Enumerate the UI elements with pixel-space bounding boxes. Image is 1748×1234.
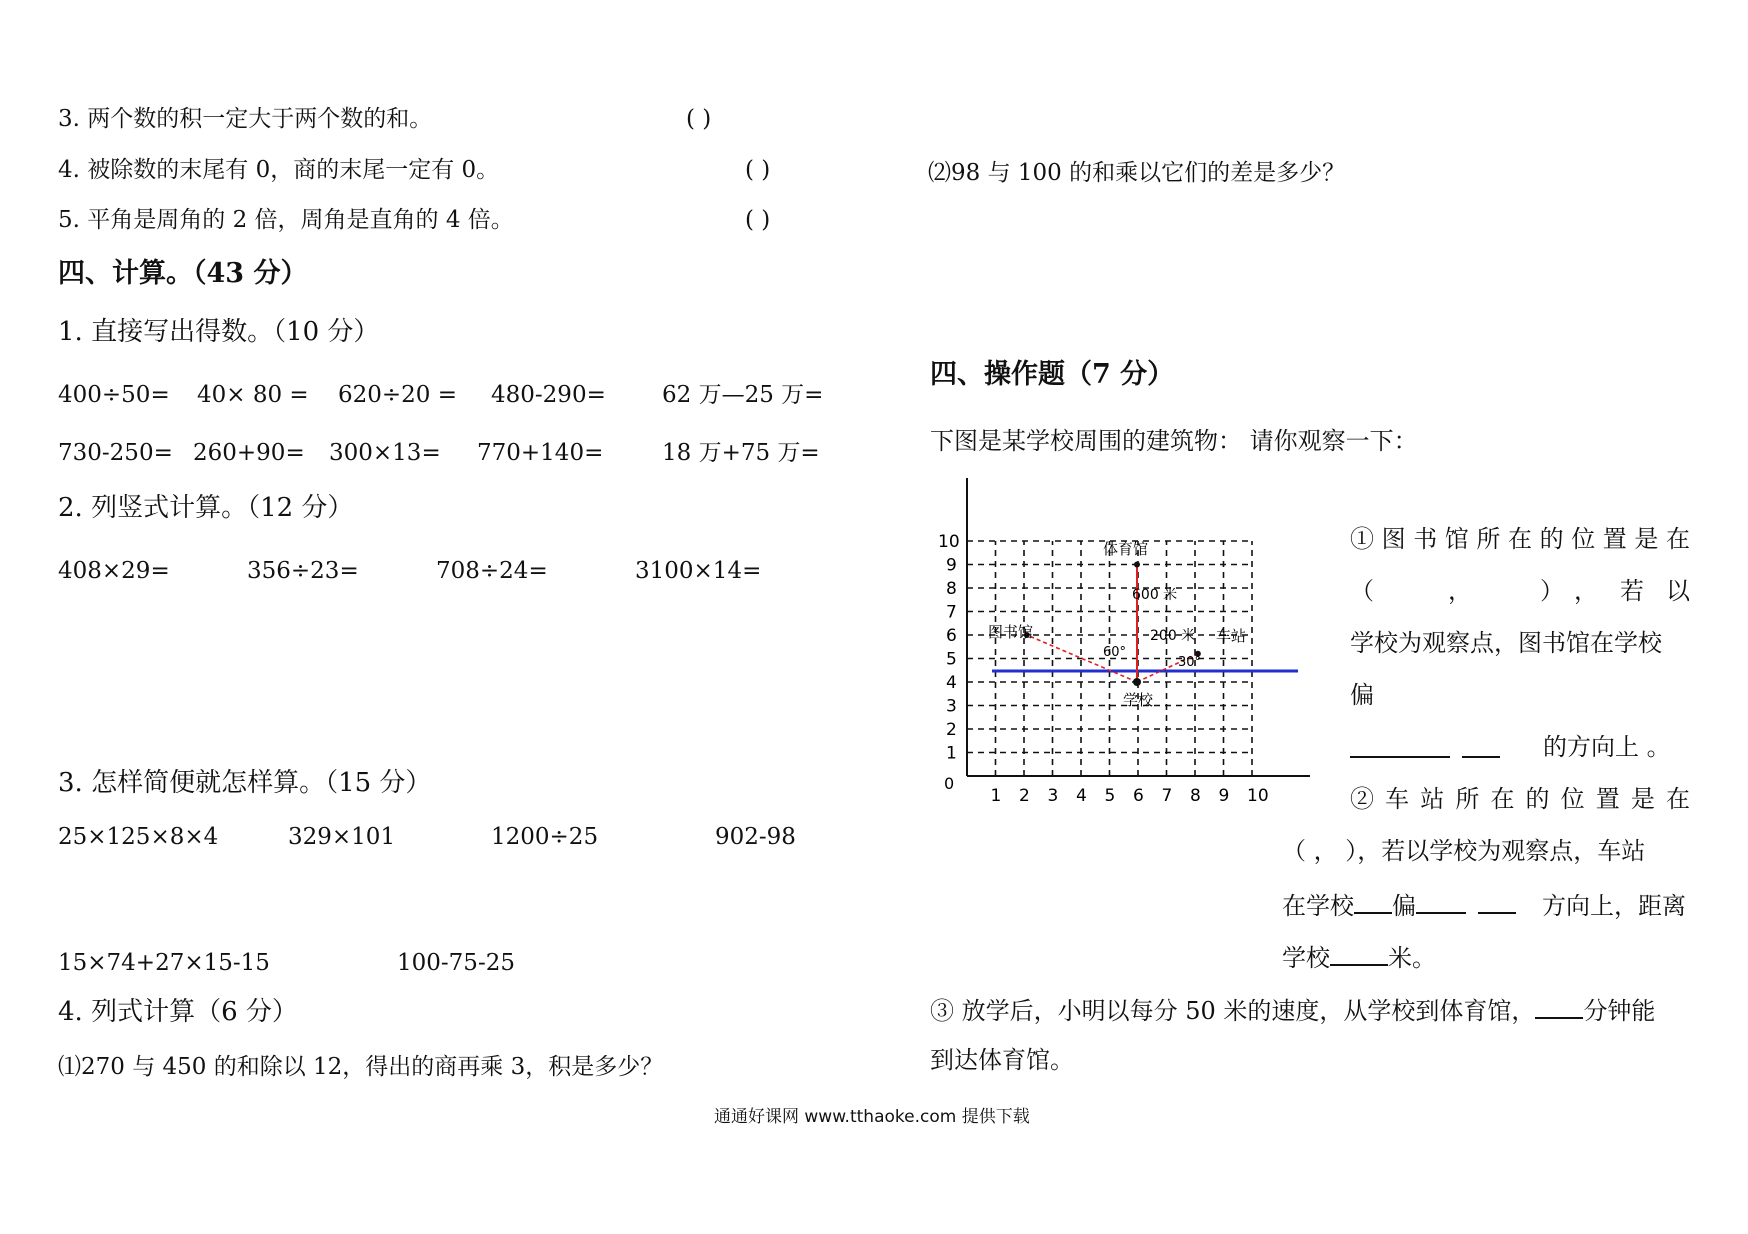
x-tick-label: 4 (1076, 786, 1087, 806)
judge-question-4: 4. 被除数的末尾有 0，商的末尾一定有 0。 (58, 157, 500, 183)
calc-part3-title: 3. 怎样简便就怎样算。（15 分） (58, 768, 432, 798)
word-problem-1: ⑴270 与 450 的和除以 12，得出的商再乘 3，积是多少？ (58, 1054, 664, 1080)
x-tick-label: 6 (1133, 786, 1144, 806)
map-q2-answer-blank-3[interactable] (1478, 888, 1516, 914)
map-q2-line4 (1282, 940, 1436, 973)
gym-label: 体育馆 (1103, 540, 1149, 558)
y-tick-label: 9 (946, 555, 957, 576)
map-q1-line1: ①图书馆所在的位置是在 (1350, 525, 1690, 553)
judge-question-5: 5. 平角是周角的 2 倍，周角是直角的 4 倍。 (58, 207, 514, 233)
y-tick-label: 1 (946, 743, 957, 764)
origin-label: 0 (944, 774, 955, 793)
gym-point (1134, 562, 1140, 568)
library-label: 图书馆 (988, 623, 1034, 641)
simplify-calc-item: 100-75-25 (397, 950, 515, 976)
y-tick-label: 2 (946, 720, 957, 740)
x-tick-label: 1 (990, 786, 1002, 806)
oral-calc-item: 620÷20 = (338, 382, 458, 408)
y-tick-label: 4 (946, 673, 957, 693)
x-tick-label: 10 (1247, 786, 1269, 806)
map-q1-line3: 学校为观察点，图书馆在学校 (1350, 629, 1662, 657)
map-q2-answer-blank-1[interactable] (1354, 888, 1392, 914)
map-q1-close-paren: ），若以 (1540, 577, 1690, 605)
calc-part1-title: 1. 直接写出得数。（10 分） (58, 317, 380, 347)
oral-calc-item: 770+140= (477, 440, 604, 466)
judge-answer-paren-3[interactable]: ( ) (686, 106, 712, 132)
simplify-calc-item: 25×125×8×4 (58, 824, 219, 850)
school-map-grid (920, 478, 1320, 813)
judge-answer-paren-4[interactable]: ( ) (745, 157, 771, 183)
map-q2-answer-blank-4[interactable] (1330, 940, 1388, 966)
judge-answer-paren-5[interactable]: ( ) (745, 207, 771, 233)
y-tick-label: 8 (946, 579, 957, 599)
calc-section-heading: 四、计算。（43 分） (58, 258, 308, 289)
calc-part4-title: 4. 列式计算（6 分） (58, 997, 298, 1027)
map-q3-line1 (930, 993, 1655, 1026)
simplify-calc-item: 1200÷25 (491, 824, 599, 850)
map-q1-line4: 偏 (1350, 681, 1374, 709)
map-q1-open-paren: （ (1350, 577, 1374, 605)
y-tick-label: 3 (946, 696, 957, 717)
map-q2-text-b: 偏 (1392, 892, 1416, 920)
map-q3-line2: 到达体育馆。 (930, 1046, 1074, 1074)
station-distance-label: 200 米 (1150, 628, 1196, 644)
map-q3-answer-blank[interactable] (1535, 993, 1583, 1019)
oral-calc-item: 260+90= (193, 440, 305, 466)
map-q1-comma: ， (1448, 577, 1472, 605)
x-tick-label: 8 (1190, 786, 1201, 806)
simplify-calc-item: 902-98 (715, 824, 796, 850)
map-q2-text-d: 学校 (1282, 944, 1330, 972)
map-q2-line3 (1282, 888, 1686, 921)
oral-calc-item: 400÷50= (58, 382, 170, 408)
vertical-calc-item: 3100×14= (635, 558, 762, 584)
simplify-calc-item: 15×74+27×15-15 (58, 950, 270, 976)
gym-distance-label: 600 米 (1132, 587, 1178, 603)
station-label: 车站 (1216, 627, 1247, 645)
oral-calc-item: 18 万+75 万= (662, 440, 820, 466)
simplify-calc-item: 329×101 (288, 824, 396, 850)
word-problem-2: ⑵98 与 100 的和乘以它们的差是多少？ (928, 160, 1346, 186)
x-tick-label: 5 (1104, 786, 1116, 806)
y-tick-label: 10 (938, 532, 960, 552)
library-angle-label: 60° (1103, 645, 1127, 660)
map-q2-line1: ②车站所在的位置是在 (1350, 785, 1690, 813)
y-tick-label: 6 (946, 626, 957, 646)
map-q1-answer-blank-2[interactable] (1462, 756, 1500, 758)
page-footer: 通通好课网 www.tthaoke.com 提供下载 (714, 1107, 1030, 1127)
school-label: 学校 (1123, 691, 1154, 709)
operation-intro: 下图是某学校周围的建筑物： 请你观察一下： (930, 427, 1418, 455)
judge-question-3: 3. 两个数的积一定大于两个数的和。 (58, 106, 433, 132)
map-q2-text-a: 在学校 (1282, 892, 1354, 920)
calc-part2-title: 2. 列竖式计算。（12 分） (58, 493, 354, 523)
school-point (1133, 678, 1141, 686)
x-tick-label: 3 (1047, 786, 1059, 806)
x-tick-label: 7 (1161, 786, 1173, 806)
map-q1-line5: 的方向上 。 (1543, 733, 1671, 761)
oral-calc-item: 40× 80 = (197, 382, 309, 408)
y-tick-label: 7 (946, 602, 957, 623)
map-q2-line2: （ ， ），若以学校为观察点，车站 (1282, 837, 1646, 865)
map-q3-text-b: 分钟能 (1583, 997, 1656, 1025)
map-q2-text-e: 米。 (1388, 944, 1436, 972)
vertical-calc-item: 408×29= (58, 558, 170, 584)
x-tick-label: 9 (1218, 786, 1230, 806)
oral-calc-item: 300×13= (329, 440, 441, 466)
map-q1-answer-blank-1[interactable] (1350, 756, 1450, 758)
operation-section-heading: 四、操作题（7 分） (930, 359, 1175, 390)
y-tick-label: 5 (946, 649, 957, 670)
map-q3-text-a: ③ 放学后，小明以每分 50 米的速度，从学校到体育馆， (930, 997, 1536, 1025)
map-q2-text-c: 方向上，距离 (1542, 892, 1686, 920)
vertical-calc-item: 356÷23= (247, 558, 359, 584)
vertical-calc-item: 708÷24= (436, 558, 548, 584)
oral-calc-item: 62 万—25 万= (662, 382, 824, 408)
x-tick-label: 2 (1019, 786, 1030, 806)
map-q2-answer-blank-2[interactable] (1416, 888, 1466, 914)
station-angle-label: 30° (1178, 655, 1202, 670)
oral-calc-item: 730-250= (58, 440, 173, 466)
oral-calc-item: 480-290= (491, 382, 606, 408)
